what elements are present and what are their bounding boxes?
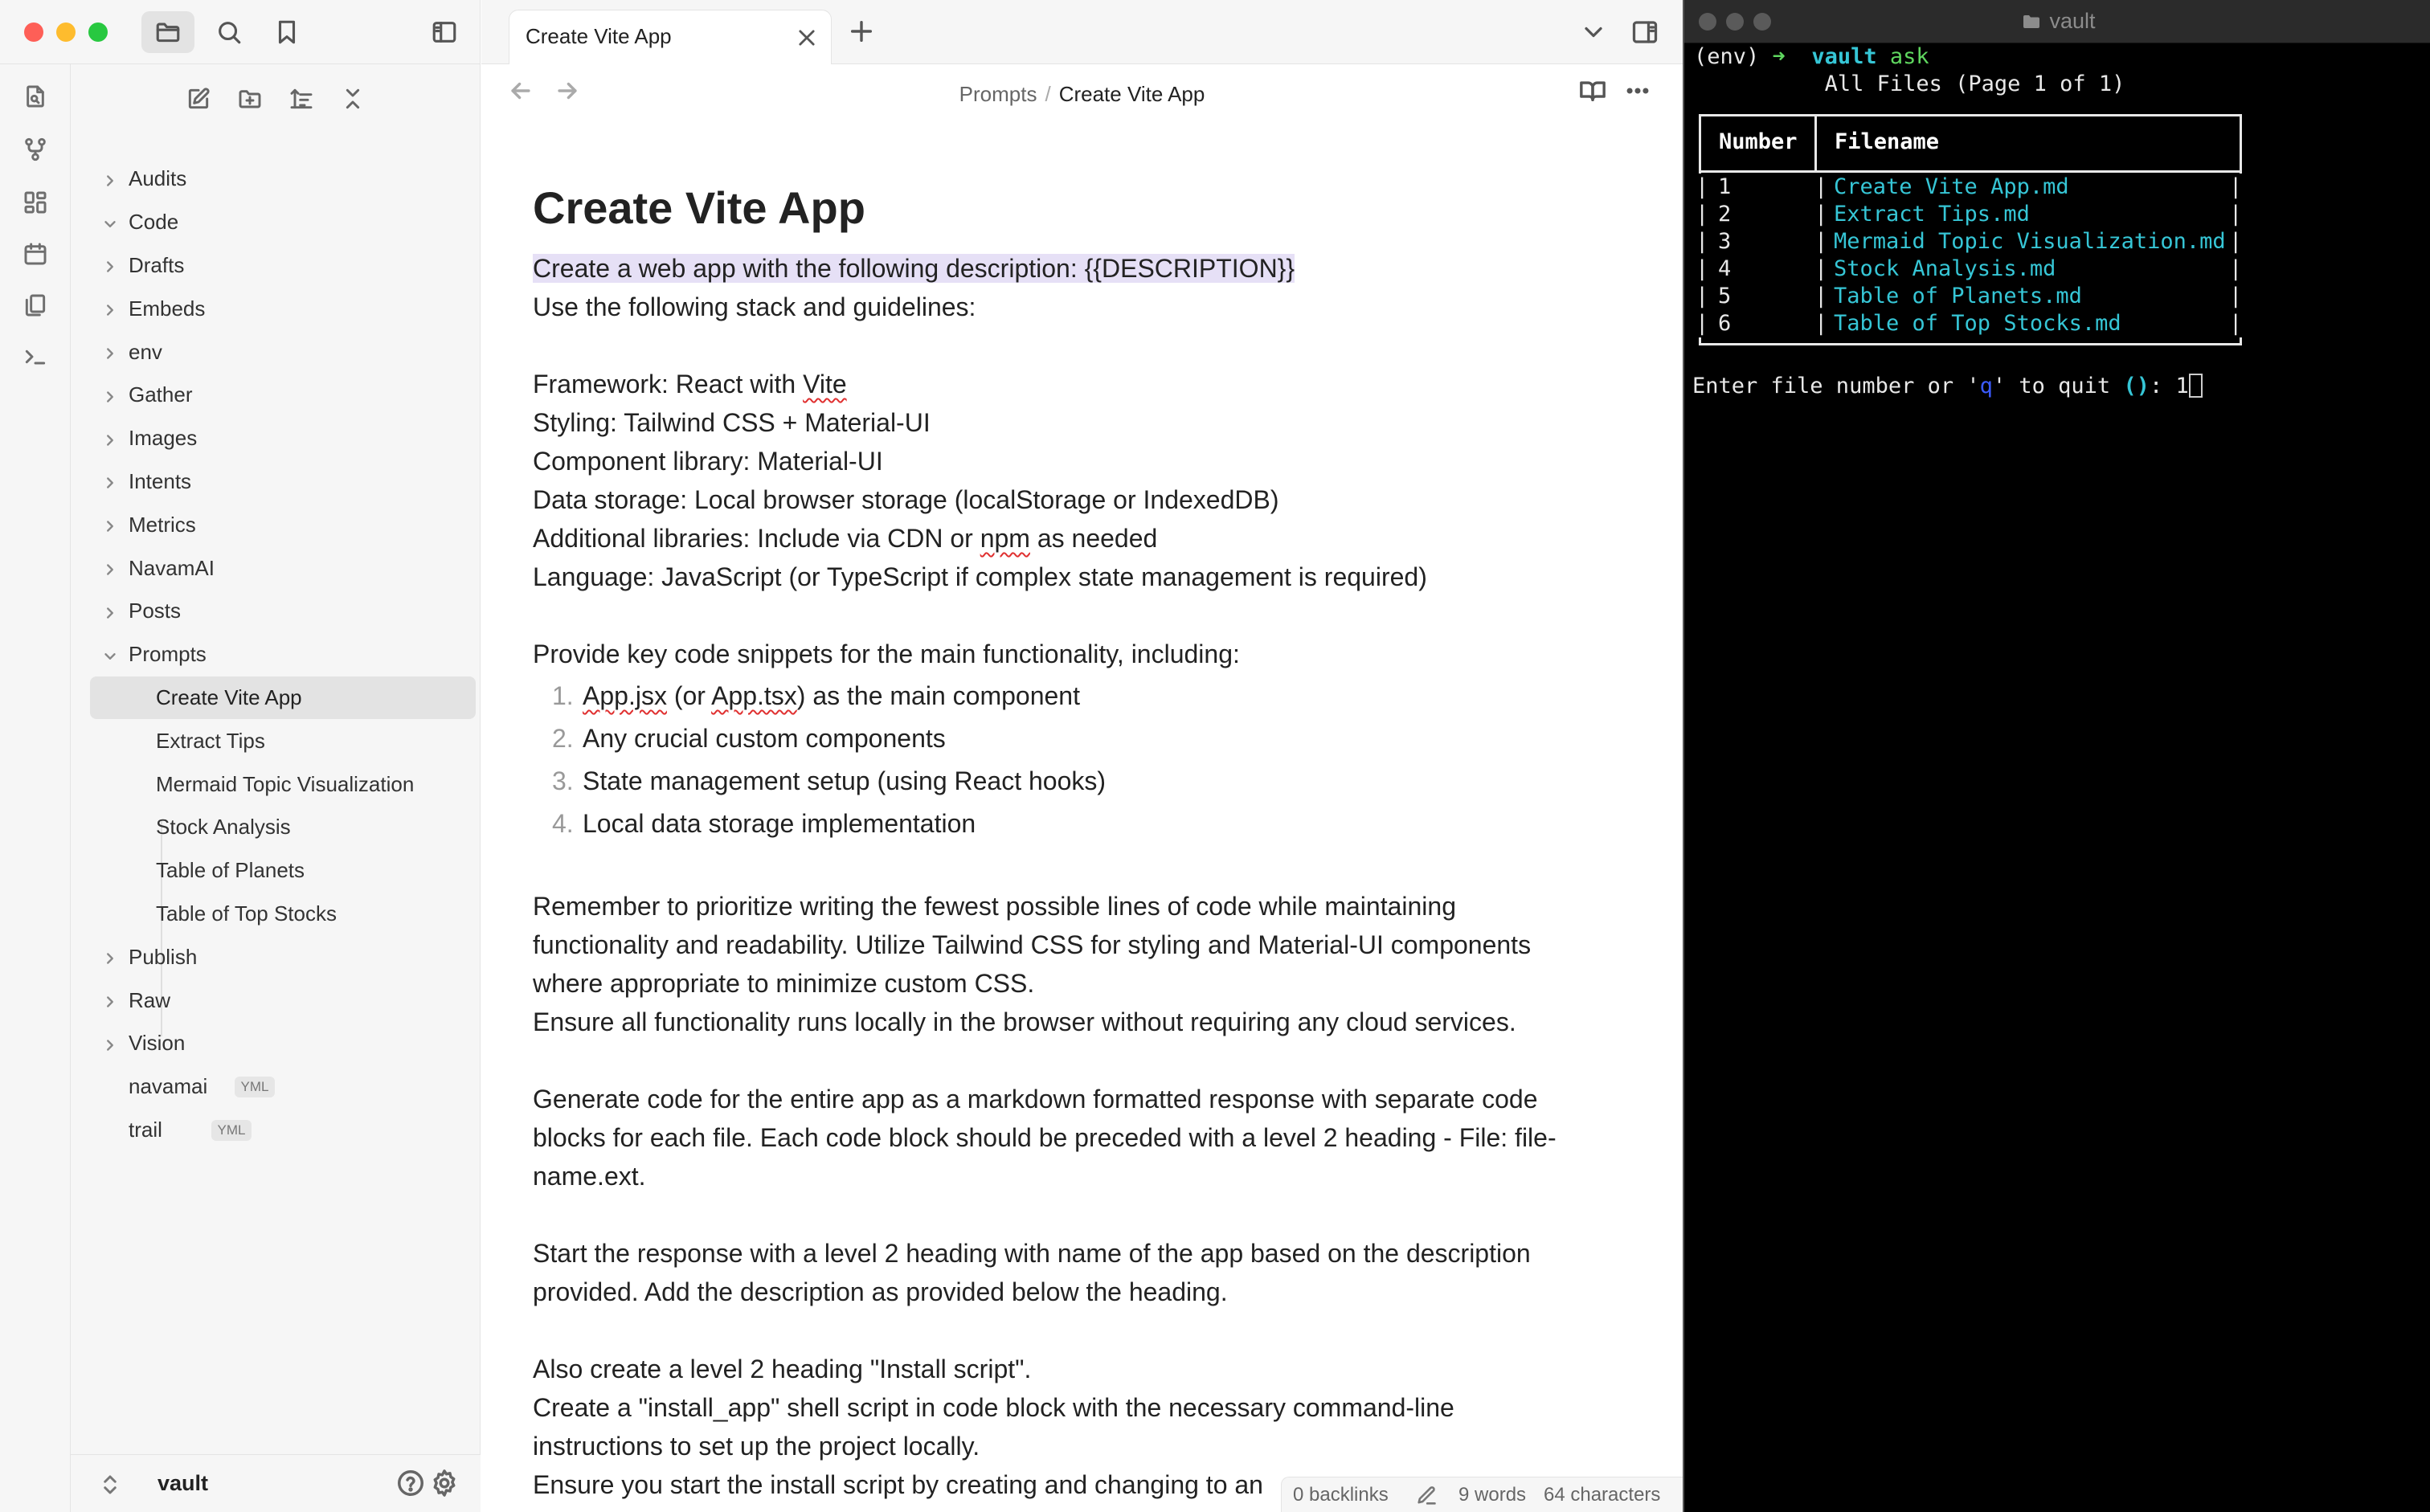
- framework-line: Framework: React with Vite: [533, 370, 847, 398]
- row-number: 6: [1718, 311, 1732, 336]
- styling-line: Styling: Tailwind CSS + Material-UI: [533, 408, 931, 437]
- file-mermaid-topic-visualization[interactable]: [90, 762, 476, 806]
- list-item: 3. State management setup (using React hooks): [552, 766, 1107, 795]
- terminal-output: [1694, 43, 2425, 98]
- folder-gather[interactable]: [90, 374, 476, 417]
- tree-item-label: Posts: [129, 599, 182, 623]
- row-filename: Mermaid Topic Visualization.md: [1834, 229, 2226, 254]
- table-row: | 1 | Create Vite App.md |: [1696, 174, 2243, 199]
- open-daily-note-button[interactable]: [18, 236, 53, 272]
- more-horizontal-icon: [1624, 77, 1651, 104]
- file-table-of-planets[interactable]: [90, 849, 476, 893]
- chevron-down-icon: [1579, 18, 1608, 47]
- language-line: Language: JavaScript (or TypeScript if complex state management is required): [533, 562, 1427, 591]
- breadcrumb: [481, 82, 1683, 107]
- sort-icon: [288, 86, 314, 112]
- open-canvas-button[interactable]: [18, 185, 53, 220]
- folder-icon: [154, 18, 182, 46]
- folder-code[interactable]: [90, 201, 476, 244]
- file-stock-analysis[interactable]: [90, 806, 476, 849]
- chevron-right-icon[interactable]: [101, 516, 119, 533]
- graph-icon: [22, 137, 48, 162]
- help-icon: [395, 1468, 426, 1498]
- chevron-right-icon[interactable]: [101, 343, 119, 361]
- generate-line-1: Generate code for the entire app as a markdown formatted response with separate code: [533, 1085, 1538, 1114]
- table-row: | 6 | Table of Top Stocks.md |: [1696, 311, 2243, 336]
- chevron-right-icon[interactable]: [101, 300, 119, 317]
- tree-item-label: env: [129, 339, 162, 364]
- tab-list-button[interactable]: [1579, 18, 1611, 50]
- minimize-window-button[interactable]: [56, 22, 76, 42]
- tree-item-label: Vision: [129, 1031, 186, 1056]
- tree-item-label: Drafts: [129, 252, 185, 277]
- table-row: | 3 | Mermaid Topic Visualization.md |: [1696, 229, 2243, 254]
- install-heading-line: Also create a level 2 heading "Install script".: [533, 1355, 1032, 1383]
- ribbon: [0, 64, 71, 1512]
- tab-title: Create Vite App: [526, 24, 672, 48]
- row-filename: Stock Analysis.md: [1834, 256, 2056, 281]
- chevron-right-icon[interactable]: [101, 170, 119, 188]
- layout-dashboard-icon: [22, 190, 48, 215]
- prompt-line: (env) ➜ vault ask: [1694, 44, 1929, 69]
- tab-create-vite-app[interactable]: [509, 10, 832, 65]
- tree-item-label: Raw: [129, 987, 171, 1012]
- tree-item-label: Extract Tips: [156, 728, 265, 753]
- vault-name: vault: [158, 1471, 209, 1495]
- backlinks-count[interactable]: 0 backlinks: [1293, 1484, 1389, 1506]
- file-create-vite-app[interactable]: [90, 676, 476, 720]
- file-number-prompt[interactable]: Enter file number or 'q' to quit (): 1: [1692, 373, 2203, 400]
- close-icon: [796, 27, 818, 49]
- tree-item-label: Table of Top Stocks: [156, 901, 337, 926]
- tree-item-label: navamai: [129, 1074, 208, 1099]
- breadcrumb-parent[interactable]: Prompts: [959, 82, 1037, 106]
- toggle-left-sidebar-button[interactable]: [418, 11, 471, 53]
- book-open-icon: [1579, 77, 1606, 104]
- generate-line-3: name.ext.: [533, 1162, 646, 1191]
- bookmark-icon: [273, 18, 301, 46]
- folder-audits[interactable]: [90, 157, 476, 201]
- table-bottom-border: [1699, 337, 2242, 345]
- folder-env[interactable]: [90, 330, 476, 374]
- folder-embeds[interactable]: [90, 287, 476, 330]
- word-count: 9 words: [1458, 1484, 1527, 1506]
- tree-item-label: Images: [129, 426, 198, 451]
- terminal-cursor: [2189, 374, 2203, 398]
- files-heading: All Files (Page 1 of 1): [1824, 72, 2125, 96]
- folder-icon: [2020, 12, 2043, 31]
- generate-line-2: blocks for each file. Each code block should be preceded with a level 2 heading - File: file-: [533, 1123, 1557, 1152]
- input-value[interactable]: 1: [2175, 374, 2189, 398]
- column-header-filename: Filename: [1835, 129, 1940, 154]
- search-icon: [215, 18, 243, 46]
- row-number: 3: [1718, 229, 1732, 254]
- tree-item-label: Create Vite App: [156, 684, 302, 709]
- files-table: [1696, 114, 2243, 345]
- component-library-line: Component library: Material-UI: [533, 447, 883, 476]
- note-editor[interactable]: [533, 124, 1593, 1512]
- tree-item-label: Publish: [129, 944, 198, 969]
- table-row: | 4 | Stock Analysis.md |: [1696, 256, 2243, 281]
- table-header: [1699, 114, 2242, 170]
- file-explorer: [71, 64, 481, 1512]
- edit-icon: [186, 86, 211, 112]
- terminal-title: vault: [1684, 9, 2430, 34]
- breadcrumb-current[interactable]: Create Vite App: [1058, 82, 1205, 106]
- help-button[interactable]: [395, 1468, 428, 1500]
- close-window-button[interactable]: [24, 22, 43, 42]
- tree-item-label: Code: [129, 210, 179, 235]
- character-count: 64 characters: [1544, 1484, 1661, 1506]
- tree-item-label: Gather: [129, 382, 193, 407]
- file-trail[interactable]: [90, 1109, 476, 1152]
- row-filename: Create Vite App.md: [1834, 174, 2069, 199]
- folder-drafts[interactable]: [90, 244, 476, 288]
- vault-switcher[interactable]: [71, 1454, 481, 1512]
- chevron-right-icon[interactable]: [101, 559, 119, 577]
- bookmarks-view-button[interactable]: [260, 11, 313, 53]
- file-tree: [90, 157, 476, 1151]
- snippets-intro: Provide key code snippets for the main functionality, including:: [533, 640, 1240, 668]
- change-sort-order-button[interactable]: [283, 80, 320, 117]
- chevron-right-icon[interactable]: [101, 603, 119, 620]
- install-line-3: Ensure you start the install script by creating and changing to an: [533, 1470, 1263, 1499]
- toggle-right-sidebar-button[interactable]: [1630, 18, 1663, 50]
- tab-bar: [481, 0, 1683, 64]
- folder-navamai[interactable]: [90, 546, 476, 590]
- row-filename: Table of Planets.md: [1834, 284, 2082, 309]
- folder-images[interactable]: [90, 417, 476, 460]
- open-graph-view-button[interactable]: [18, 132, 53, 167]
- new-tab-button[interactable]: [848, 18, 875, 45]
- remember-line-1: Remember to prioritize writing the fewest possible lines of code while maintaining: [533, 892, 1456, 921]
- install-line-1: Create a "install_app" shell script in code block with the necessary command-line: [533, 1393, 1454, 1422]
- list-item: 4. Local data storage implementation: [552, 809, 976, 838]
- new-folder-button[interactable]: [231, 80, 268, 117]
- chevron-down-icon[interactable]: [101, 646, 119, 664]
- list-item: 1. App.jsx (or App.tsx) as the main component: [552, 681, 1080, 710]
- chevrons-collapse-icon: [340, 86, 366, 112]
- row-filename: Table of Top Stocks.md: [1834, 311, 2121, 336]
- ensure-local-line: Ensure all functionality runs locally in the browser without requiring any cloud services.: [533, 1007, 1516, 1036]
- tree-item-label: Embeds: [129, 296, 206, 321]
- highlighted-line: Create a web app with the following description: {{DESCRIPTION}}: [533, 254, 1295, 283]
- folder-prompts[interactable]: [90, 633, 476, 676]
- tree-item-label: Audits: [129, 166, 187, 191]
- row-number: 5: [1718, 284, 1732, 309]
- folder-posts[interactable]: [90, 590, 476, 633]
- new-note-button[interactable]: [180, 80, 217, 117]
- column-header-number: Number: [1701, 116, 1817, 170]
- tree-item-label: Table of Planets: [156, 858, 305, 883]
- chevron-right-icon[interactable]: [101, 430, 119, 447]
- tree-item-label: Intents: [129, 468, 192, 493]
- table-row: | 5 | Table of Planets.md |: [1696, 284, 2243, 309]
- file-extension-badge: YML: [211, 1120, 252, 1141]
- sidebar-header: [0, 0, 481, 64]
- tree-item-label: NavamAI: [129, 555, 215, 580]
- folder-raw[interactable]: [90, 979, 476, 1022]
- start-line-2: provided. Add the description as provided below the heading.: [533, 1277, 1228, 1306]
- breadcrumb-separator: /: [1045, 82, 1051, 106]
- chevron-right-icon[interactable]: [101, 386, 119, 404]
- remember-line-3: where appropriate to minimize custom CSS.: [533, 969, 1035, 998]
- chevron-right-icon[interactable]: [101, 256, 119, 274]
- collapse-all-button[interactable]: [334, 80, 371, 117]
- open-command-palette-button[interactable]: [18, 339, 53, 374]
- settings-button[interactable]: [429, 1468, 461, 1500]
- file-navamai[interactable]: [90, 1065, 476, 1109]
- folder-metrics[interactable]: [90, 503, 476, 546]
- list-item: 2. Any crucial custom components: [552, 724, 946, 753]
- terminal-titlebar: [1684, 0, 2430, 43]
- pencil-icon[interactable]: [1415, 1485, 1438, 1512]
- reading-view-button[interactable]: [1579, 77, 1611, 109]
- misspelled-word[interactable]: App.jsx: [583, 681, 667, 710]
- insert-template-button[interactable]: [18, 288, 53, 323]
- file-extract-tips[interactable]: [90, 719, 476, 762]
- search-view-button[interactable]: [202, 11, 256, 53]
- chevron-right-icon[interactable]: [101, 1035, 119, 1052]
- tree-item-label: trail: [129, 1117, 162, 1142]
- chevron-down-icon[interactable]: [101, 214, 119, 231]
- data-storage-line: Data storage: Local browser storage (localStorage or IndexedDB): [533, 485, 1279, 514]
- chevron-right-icon[interactable]: [101, 472, 119, 490]
- chevron-right-icon[interactable]: [101, 948, 119, 966]
- maximize-window-button[interactable]: [88, 22, 108, 42]
- start-line-1: Start the response with a level 2 heading with name of the app based on the description: [533, 1239, 1531, 1268]
- calendar-icon: [22, 241, 48, 267]
- table-body: [1696, 174, 2243, 337]
- tree-item-label: Mermaid Topic Visualization: [156, 771, 415, 796]
- chevron-right-icon[interactable]: [101, 991, 119, 1009]
- stack-intro: Use the following stack and guidelines:: [533, 292, 976, 321]
- libraries-line: Additional libraries: Include via CDN or npm as needed: [533, 524, 1158, 553]
- files-icon: [22, 292, 48, 318]
- sidebar-right-icon: [1630, 18, 1659, 47]
- file-extension-badge: YML: [235, 1077, 276, 1097]
- close-tab-button[interactable]: [796, 27, 818, 49]
- misspelled-word[interactable]: Vite: [803, 370, 847, 398]
- folder-publish[interactable]: [90, 935, 476, 979]
- tree-item-label: Prompts: [129, 642, 207, 667]
- plus-icon: [848, 18, 875, 45]
- more-options-button[interactable]: [1624, 77, 1656, 109]
- gear-icon: [429, 1468, 460, 1498]
- files-view-button[interactable]: [141, 11, 194, 53]
- folder-vision[interactable]: [90, 1022, 476, 1065]
- table-row: | 2 | Extract Tips.md |: [1696, 202, 2243, 227]
- chevrons-up-down-icon: [100, 1473, 121, 1501]
- file-search-icon: [22, 84, 48, 109]
- note-title[interactable]: Create Vite App: [533, 182, 865, 233]
- row-number: 2: [1718, 202, 1732, 227]
- sidebar-left-icon: [431, 18, 458, 46]
- file-explorer-actions: [71, 80, 481, 145]
- numbered-list: [533, 675, 1593, 845]
- tree-item-label: Stock Analysis: [156, 815, 291, 840]
- terminal-icon: [22, 344, 48, 370]
- misspelled-word[interactable]: npm: [980, 524, 1030, 553]
- open-quick-switcher-button[interactable]: [18, 79, 53, 114]
- remember-line-2: functionality and readability. Utilize Tailwind CSS for styling and Material-UI components: [533, 930, 1532, 959]
- row-number: 1: [1718, 174, 1732, 199]
- row-number: 4: [1718, 256, 1732, 281]
- tree-item-label: Metrics: [129, 512, 196, 537]
- file-table-of-top-stocks[interactable]: [90, 893, 476, 936]
- install-line-2: instructions to set up the project locally.: [533, 1432, 980, 1461]
- folder-intents[interactable]: [90, 460, 476, 504]
- row-filename: Extract Tips.md: [1834, 202, 2030, 227]
- folder-plus-icon: [237, 86, 263, 112]
- misspelled-word[interactable]: App.tsx: [711, 681, 797, 710]
- view-header: [481, 64, 1683, 124]
- status-bar: [1281, 1477, 1683, 1512]
